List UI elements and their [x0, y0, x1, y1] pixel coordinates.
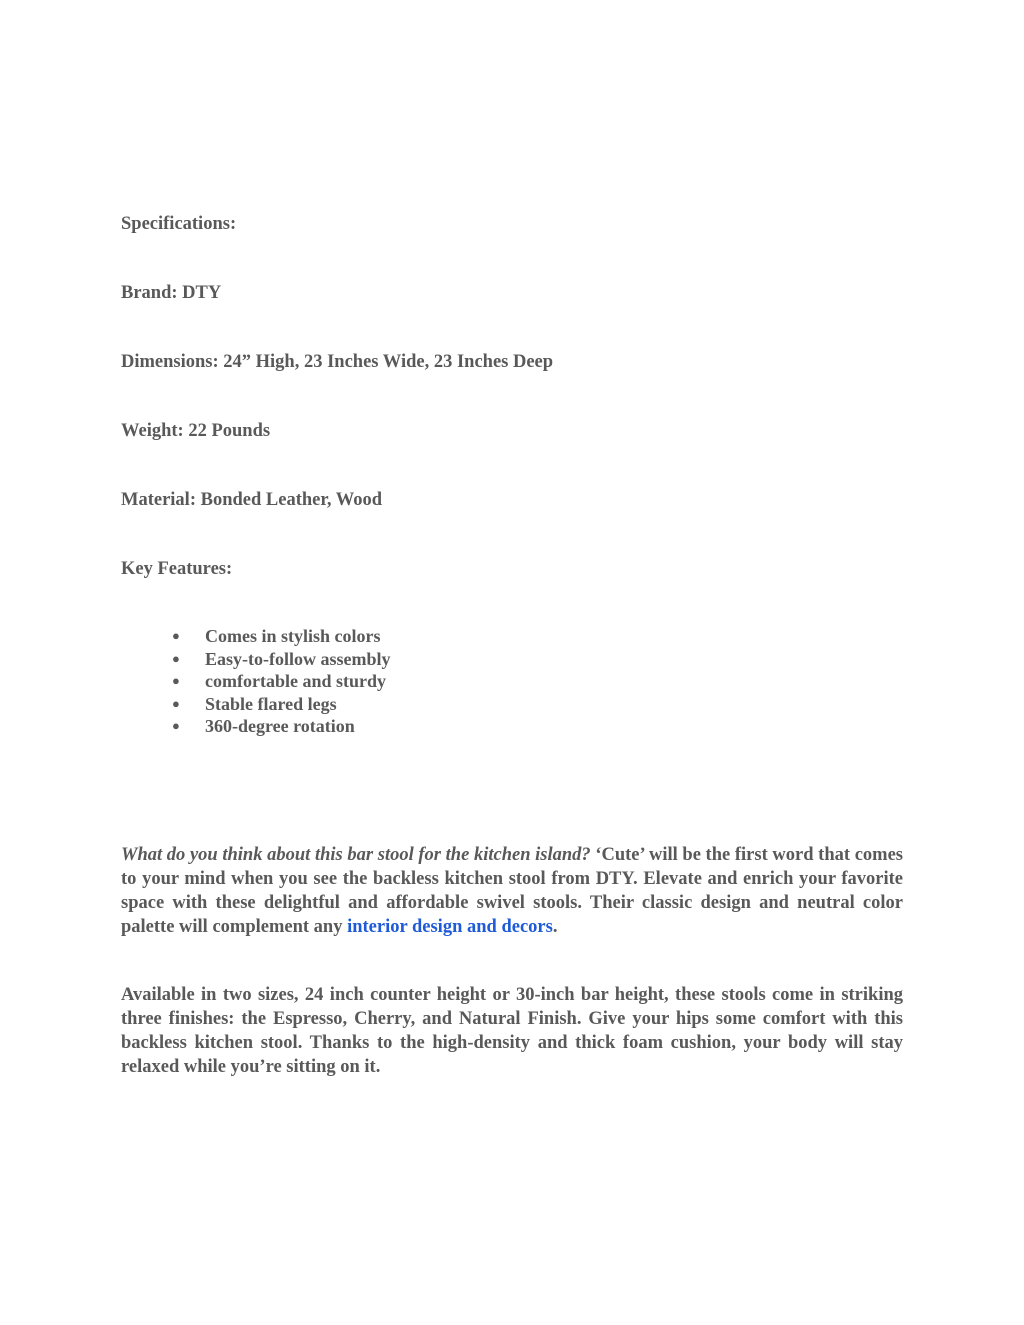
interior-design-link[interactable]: interior design and decors: [347, 917, 553, 937]
feature-text: Easy-to-follow assembly: [205, 648, 391, 669]
intro-end-punctuation: .: [552, 917, 558, 937]
dimensions-line: Dimensions: 24” High, 23 Inches Wide, 23 Inches Deep: [121, 352, 554, 372]
key-features-heading: Key Features:: [121, 559, 233, 579]
italic-question: What do you think about this bar stool for the kitchen island?: [121, 845, 591, 865]
material-line: Material: Bonded Leather, Wood: [121, 490, 383, 510]
bullet-icon: ●: [172, 695, 180, 711]
intro-paragraph: [121, 843, 903, 939]
sizes-paragraph: Available in two sizes, 24 inch counter height or 30-inch bar height, these stools come in striking three finishes: the Espresso, Cherry, and Natural Finish. Give your hips some comfort with this backless kitchen stool. Thanks to the high-density and thick foam cushion, your body will stay relaxed while you’re sitting on it.: [121, 985, 903, 1077]
bullet-icon: ●: [172, 650, 180, 666]
feature-text: comfortable and sturdy: [205, 671, 386, 692]
bullet-icon: ●: [172, 673, 180, 689]
bullet-icon: ●: [172, 718, 180, 734]
bullet-icon: ●: [172, 628, 180, 643]
feature-text: Comes in stylish colors: [205, 626, 381, 646]
brand-line: Brand: DTY: [121, 283, 222, 303]
weight-line: Weight: 22 Pounds: [121, 421, 271, 441]
specifications-heading: Specifications:: [121, 214, 237, 234]
feature-text: Stable flared legs: [205, 693, 337, 714]
feature-text: 360-degree rotation: [205, 716, 355, 737]
intro-body-text: ‘Cute’ will be the first word that comes to your mind when you see the backless kitchen stool from DTY. Elevate and enrich your favorite space with these delightful and affordable swivel stools. Their classic design and neutral color palette will complement any: [121, 845, 903, 937]
